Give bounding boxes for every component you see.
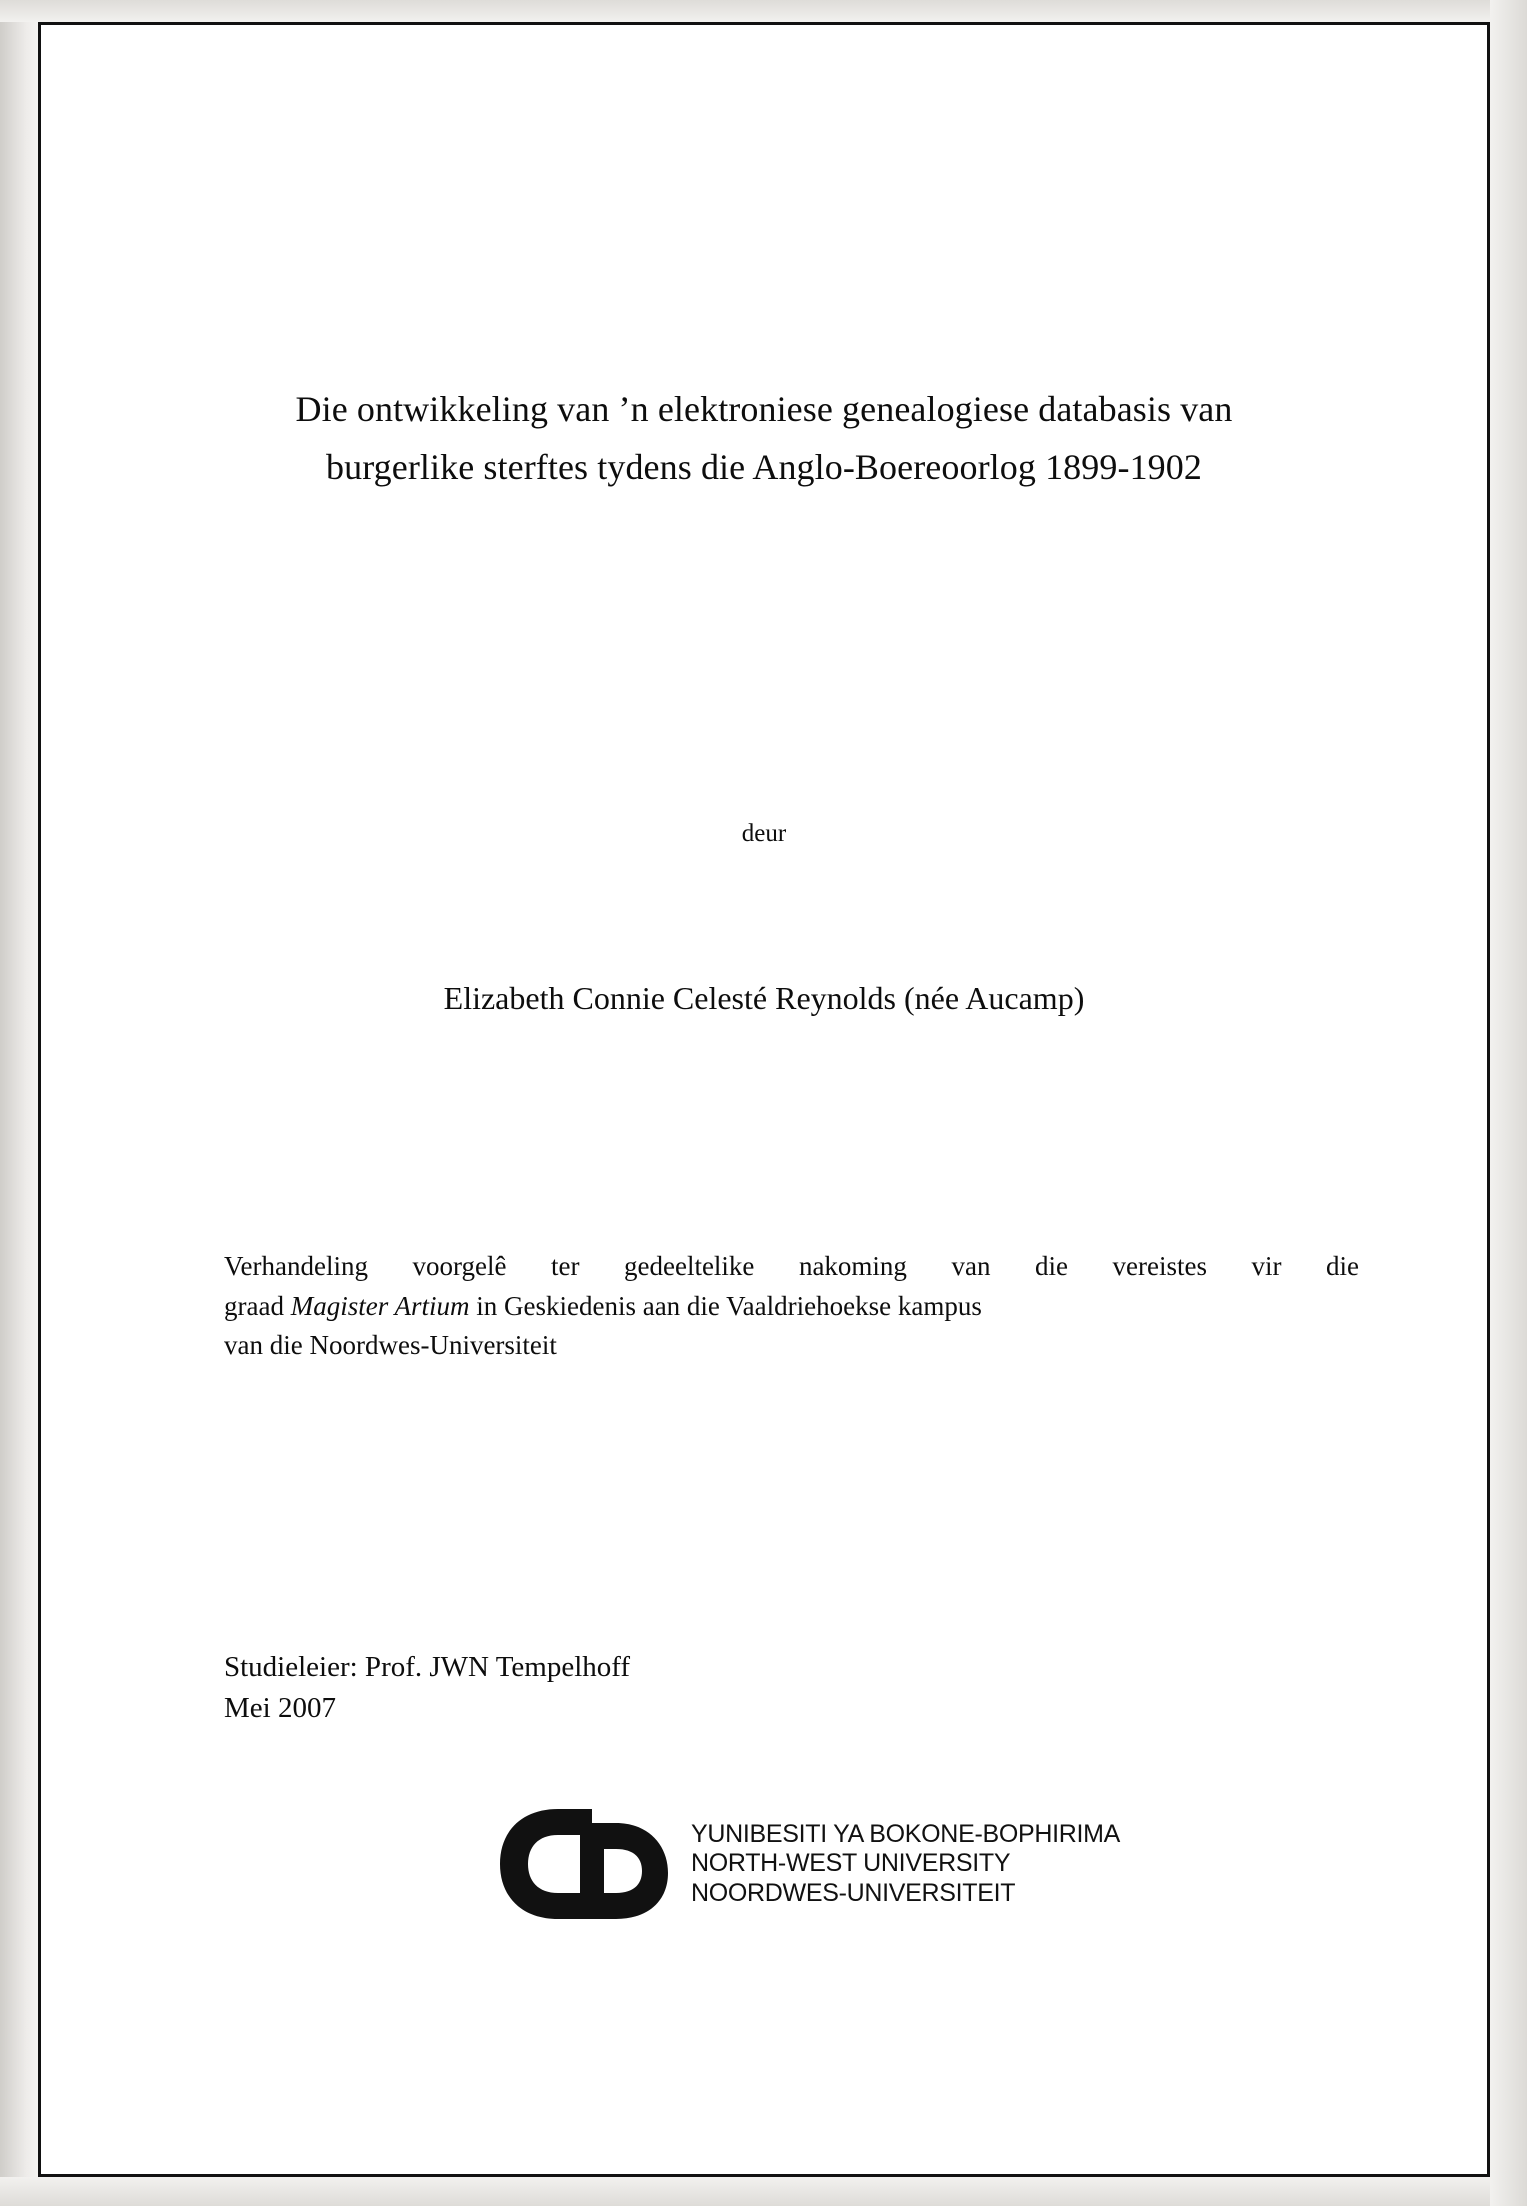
degree-statement-line-2 bbox=[224, 1287, 1359, 1327]
title-line-1: Die ontwikkeling van ’n elektroniese genealogiese databasis van bbox=[295, 389, 1233, 429]
by-label: deur bbox=[741, 820, 787, 847]
supervisor-block bbox=[224, 1647, 630, 1729]
degree-statement-line-1: Verhandeling voorgelê ter gedeeltelike nakoming van die vereistes vir die bbox=[224, 1251, 1359, 1281]
degree-statement-line-2-pre: graad bbox=[224, 1290, 291, 1321]
scan-edge-left bbox=[0, 0, 38, 2206]
degree-name-italic: Magister Artium bbox=[290, 1290, 470, 1321]
scan-edge-right bbox=[1490, 0, 1527, 2206]
logo-text-line-3: NOORDWES-UNIVERSITEIT bbox=[691, 1878, 1016, 1907]
page-border bbox=[38, 22, 1490, 2177]
supervisor-line: Studieleier: Prof. JWN Tempelhoff bbox=[224, 1651, 631, 1683]
author-name: Elizabeth Connie Celesté Reynolds (née Aucamp) bbox=[443, 980, 1085, 1016]
page-title bbox=[191, 380, 1337, 497]
nwu-logo-icon bbox=[496, 1805, 681, 1923]
logo-text bbox=[691, 1820, 1120, 1909]
degree-statement bbox=[224, 1247, 1359, 1366]
title-line-2: burgerlike sterftes tydens die Anglo-Boereoorlog 1899-1902 bbox=[326, 447, 1202, 488]
logo-text-line-1: YUNIBESITI YA BOKONE-BOPHIRIMA bbox=[691, 1819, 1121, 1848]
degree-statement-line-2-post: in Geskiedenis aan die Vaaldriehoekse kampus bbox=[469, 1290, 982, 1321]
date-line: Mei 2007 bbox=[224, 1692, 336, 1725]
logo-text-line-2: NORTH-WEST UNIVERSITY bbox=[691, 1849, 1011, 1878]
scan-edge-bottom bbox=[0, 2177, 1527, 2206]
scan-edge-top bbox=[0, 0, 1527, 22]
university-logo bbox=[496, 1805, 1120, 1923]
degree-statement-line-3: van die Noordwes-Universiteit bbox=[224, 1330, 557, 1361]
page-content bbox=[41, 25, 1487, 2174]
